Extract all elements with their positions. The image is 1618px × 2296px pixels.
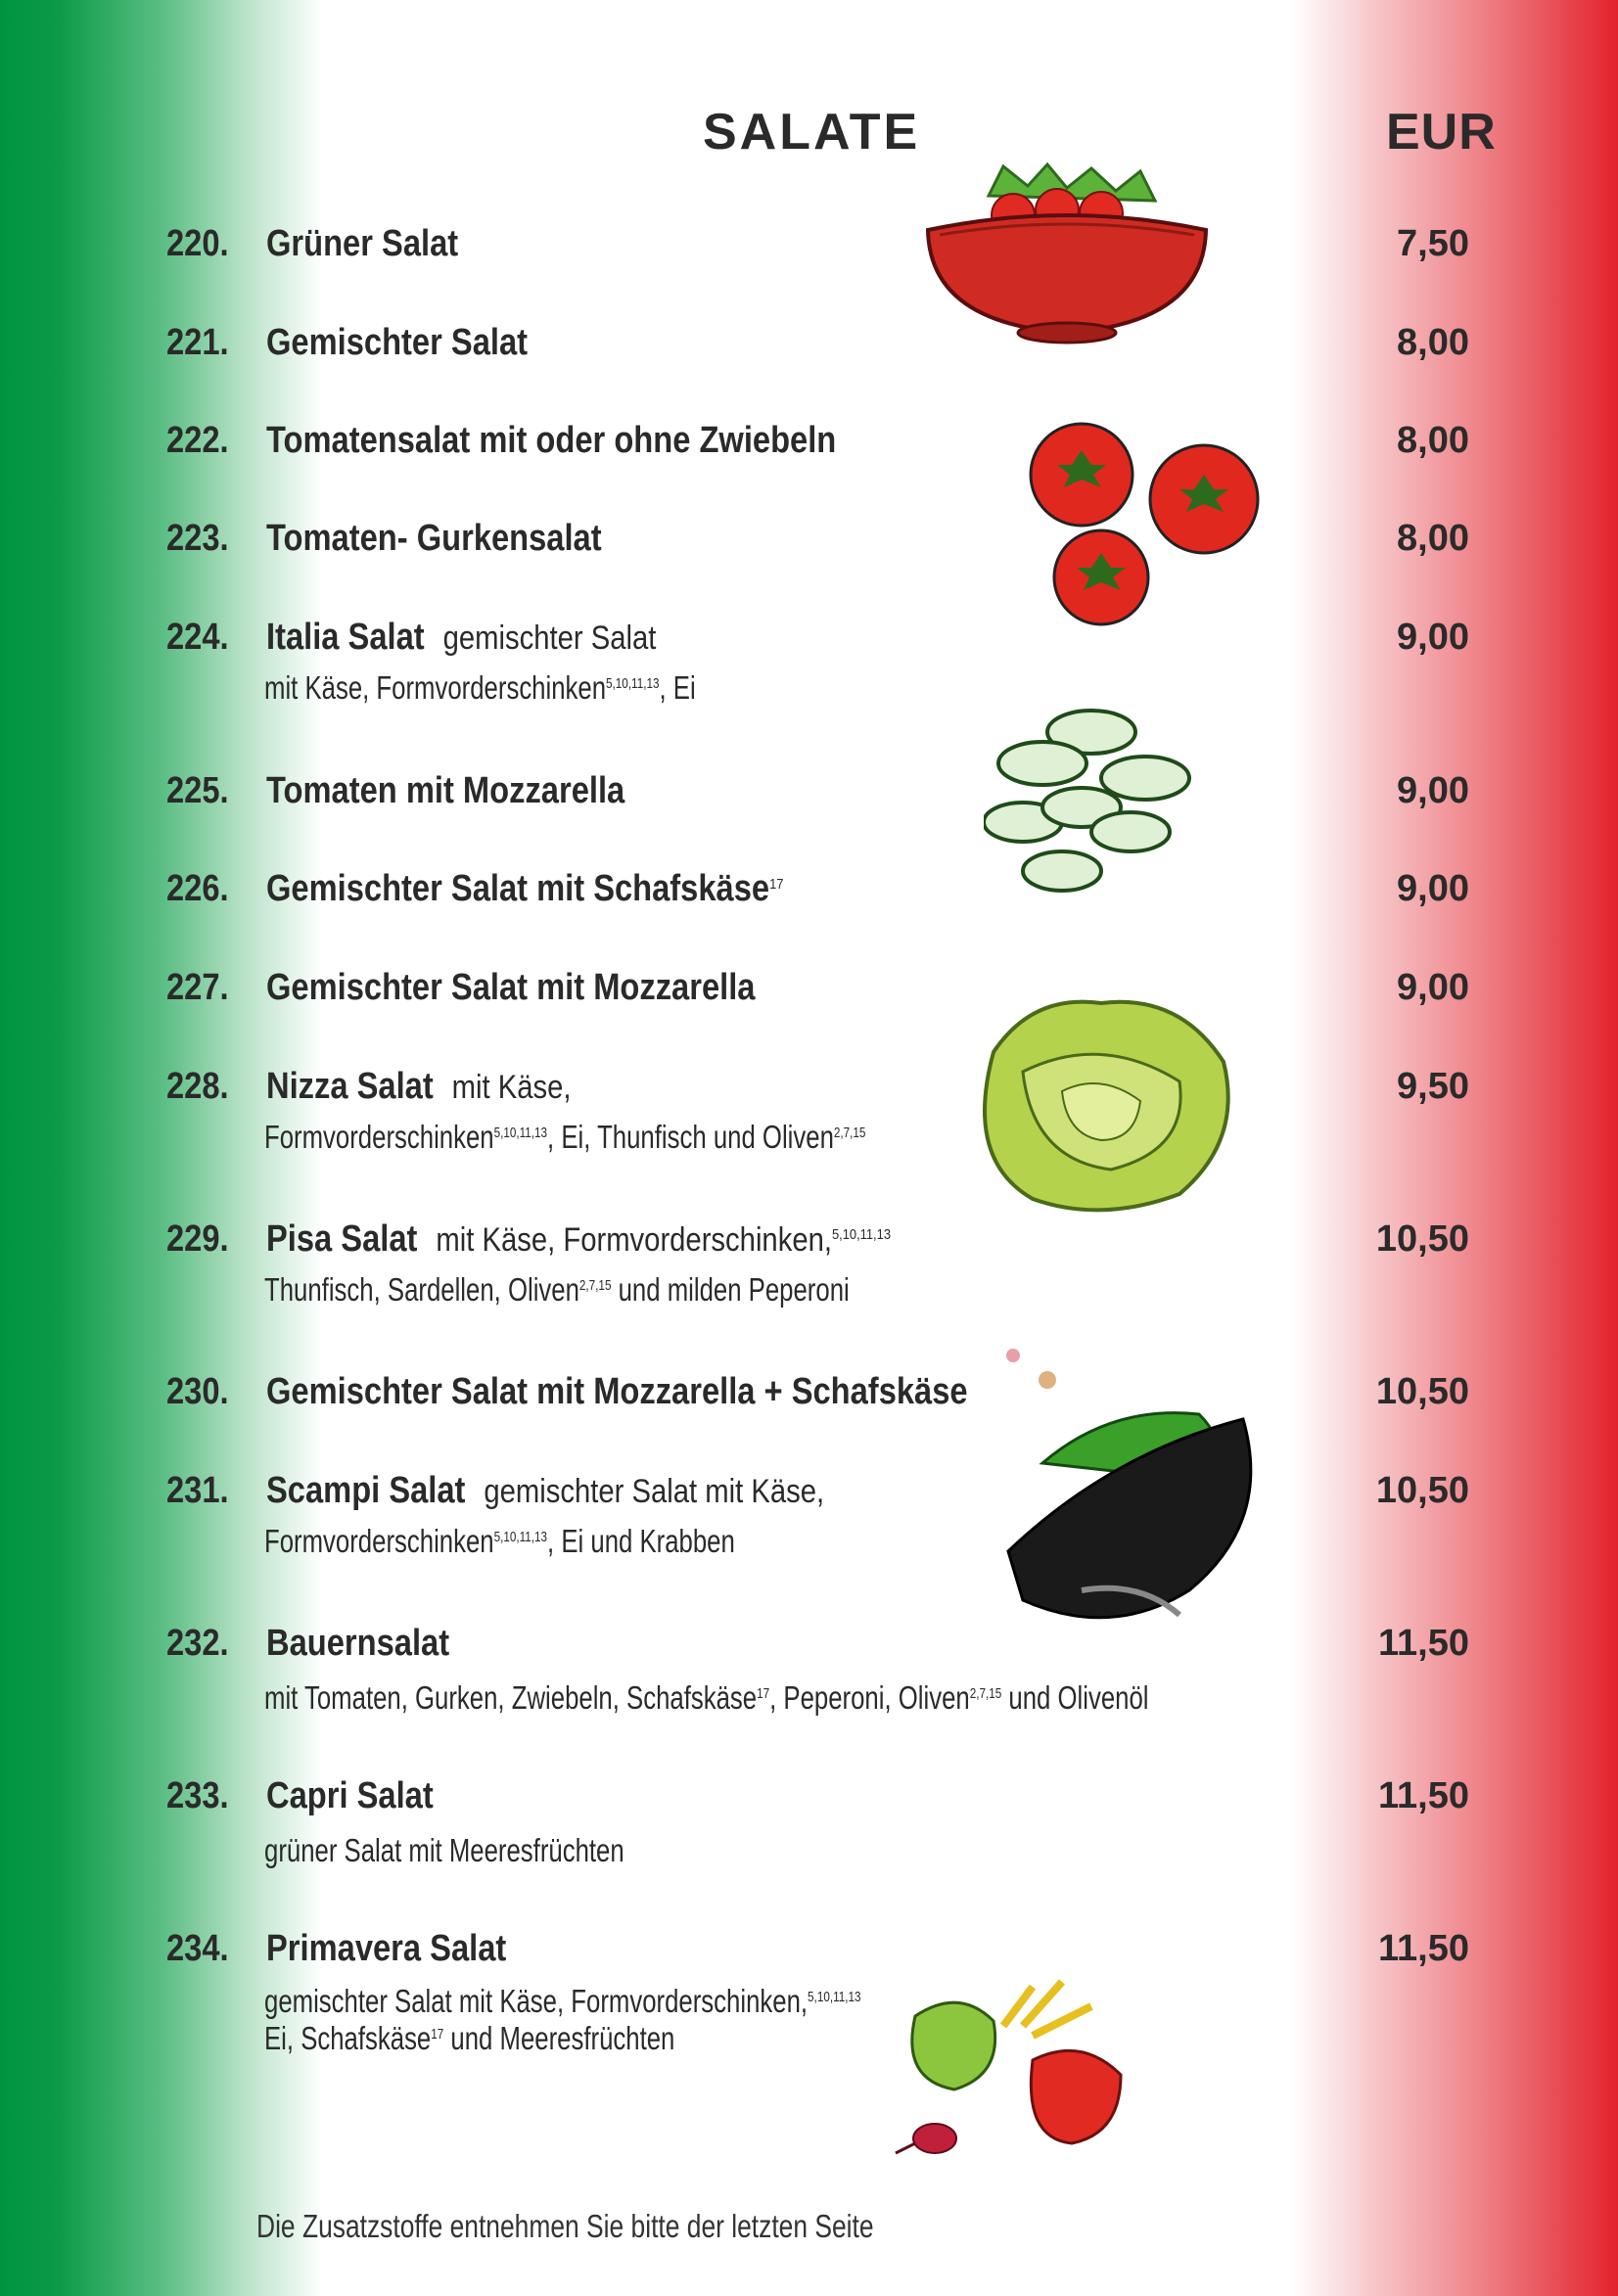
item-name: Gemischter Salat mit Schafskäse$^{17}$	[266, 868, 784, 909]
item-number: 234.	[166, 1928, 229, 1969]
item-price: 10,50	[1375, 1218, 1469, 1260]
item-price: 11,50	[1378, 1775, 1469, 1816]
salad-bowl-icon	[920, 157, 1214, 352]
item-inline-desc: mit Käse,	[451, 1069, 572, 1106]
item-name: Pisa Salat mit Käse, Formvorderschinken,$^{5,10,11,13}$	[266, 1218, 891, 1260]
item-name: Tomaten- Gurkensalat	[266, 518, 602, 559]
item-description: grüner Salat mit Meeresfrüchten	[264, 1832, 624, 1868]
item-price: 11,50	[1378, 1928, 1469, 1969]
item-number: 227.	[166, 967, 229, 1008]
menu-item	[0, 1217, 1618, 1334]
item-inline-desc: mit Käse, Formvorderschinken,$^{5,10,11,13}$	[436, 1221, 891, 1259]
item-price: 7,50	[1397, 223, 1469, 264]
item-name: Bauernsalat	[266, 1623, 450, 1664]
item-price: 11,50	[1378, 1623, 1469, 1664]
dark-salad-bowl-icon	[994, 1346, 1268, 1634]
item-number: 230.	[166, 1371, 229, 1412]
item-number: 221.	[166, 322, 229, 363]
item-number: 220.	[166, 223, 229, 264]
item-name: Nizza Salat mit Käse,	[266, 1066, 572, 1107]
tomatoes-icon	[1023, 421, 1277, 626]
item-number: 229.	[166, 1218, 229, 1260]
item-price: 9,00	[1397, 967, 1469, 1008]
item-price: 10,50	[1375, 1371, 1469, 1412]
item-number: 233.	[166, 1775, 229, 1816]
menu-item	[0, 1064, 1618, 1181]
item-number: 224.	[166, 617, 229, 658]
item-price: 9,00	[1397, 617, 1469, 658]
item-number: 231.	[166, 1470, 229, 1511]
item-name: Tomaten mit Mozzarella	[266, 770, 625, 811]
item-number: 225.	[166, 770, 229, 811]
item-description: Formvorderschinken$^{5,10,11,13}$, Ei und Krabben	[264, 1523, 735, 1559]
item-price: 8,00	[1397, 322, 1469, 363]
item-inline-desc: gemischter Salat mit Käse,	[484, 1473, 825, 1510]
item-price: 9,50	[1397, 1066, 1469, 1107]
item-name: Gemischter Salat	[266, 322, 529, 363]
item-description: mit Tomaten, Gurken, Zwiebeln, Schafskäse$^{17}$, Peperoni, Oliven$^{2,7,15}$ und Olivenöl	[264, 1679, 1149, 1716]
item-name: Primavera Salat	[266, 1928, 507, 1969]
menu-item	[0, 1621, 1618, 1738]
currency-label: EUR	[1386, 104, 1497, 161]
item-name: Capri Salat	[266, 1775, 434, 1816]
item-number: 226.	[166, 868, 229, 909]
cucumber-slices-icon	[984, 705, 1209, 900]
item-number: 222.	[166, 420, 229, 461]
additives-note: Die Zusatzstoffe entnehmen Sie bitte der letzten Seite	[256, 2208, 874, 2244]
item-name: Italia Salat gemischter Salat	[266, 617, 657, 658]
item-description: gemischter Salat mit Käse, Formvorderschinken,$^{5,10,11,13}$ Ei, Schafskäse$^{17}$ und Meeresfrüchten	[264, 1983, 861, 2056]
item-name: Grüner Salat	[266, 223, 459, 264]
item-name: Tomatensalat mit oder ohne Zwiebeln	[266, 420, 837, 461]
menu-item	[0, 1468, 1618, 1585]
item-number: 232.	[166, 1623, 229, 1664]
item-name: Gemischter Salat mit Mozzarella + Schafskäse	[266, 1371, 968, 1412]
item-price: 9,00	[1397, 770, 1469, 811]
item-price: 8,00	[1397, 420, 1469, 461]
item-number: 228.	[166, 1066, 229, 1107]
lettuce-icon	[964, 993, 1238, 1218]
menu-title: SALATE	[703, 104, 921, 161]
item-description: mit Käse, Formvorderschinken$^{5,10,11,13}$, Ei	[264, 669, 696, 706]
menu-item	[0, 615, 1618, 732]
menu-item	[0, 1773, 1618, 1891]
item-description: Formvorderschinken$^{5,10,11,13}$, Ei, Thunfisch und Oliven$^{2,7,15}$	[264, 1119, 866, 1155]
apple-radish-icon	[886, 1967, 1160, 2163]
item-price: 10,50	[1375, 1470, 1469, 1511]
item-description: Thunfisch, Sardellen, Oliven$^{2,7,15}$ und milden Peperoni	[264, 1271, 850, 1308]
menu-item	[0, 1926, 1618, 2083]
item-name: Gemischter Salat mit Mozzarella	[266, 967, 756, 1008]
item-inline-desc: gemischter Salat	[442, 620, 657, 657]
item-number: 223.	[166, 518, 229, 559]
item-name: Scampi Salat gemischter Salat mit Käse,	[266, 1470, 825, 1511]
item-price: 9,00	[1397, 868, 1469, 909]
item-price: 8,00	[1397, 518, 1469, 559]
